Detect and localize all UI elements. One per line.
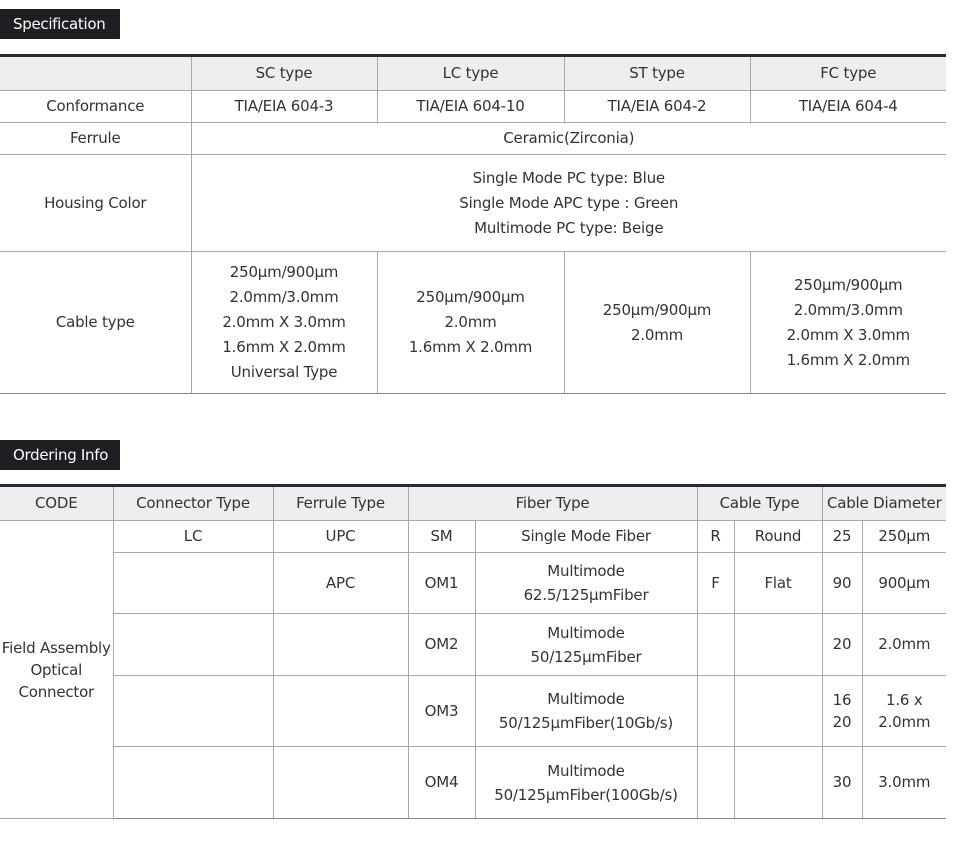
header-sc-type: SC type bbox=[191, 56, 377, 91]
ordering-info-table bbox=[0, 484, 946, 819]
connector-cell bbox=[113, 614, 273, 676]
cable-name-cell: Flat bbox=[734, 553, 822, 614]
conformance-lc: TIA/EIA 604-10 bbox=[377, 91, 564, 123]
ferrule-cell bbox=[273, 614, 408, 676]
header-cable-type: Cable Type bbox=[697, 486, 822, 521]
specification-table bbox=[0, 54, 946, 394]
diameter-value-cell: 3.0mm bbox=[862, 747, 946, 819]
diameter-value-cell: 2.0mm bbox=[862, 614, 946, 676]
cable-line: 2.0mm bbox=[444, 313, 497, 331]
conformance-fc: TIA/EIA 604-4 bbox=[750, 91, 946, 123]
fiber-line: 50/125μmFiber(100Gb/s) bbox=[494, 785, 678, 804]
fiber-code-cell: OM1 bbox=[408, 553, 475, 614]
housing-color-label: Housing Color bbox=[0, 155, 191, 252]
cable-line: 2.0mm X 3.0mm bbox=[222, 313, 346, 331]
cable-line: 2.0mm/3.0mm bbox=[229, 288, 339, 306]
code-line: Connector bbox=[18, 682, 95, 701]
housing-color-row bbox=[0, 155, 946, 252]
cable-line: 250μm/900μm bbox=[602, 300, 712, 319]
cable-line: 250μm/900μm bbox=[229, 263, 339, 281]
code-cell bbox=[0, 521, 113, 819]
cable-name-cell bbox=[734, 676, 822, 747]
conformance-sc: TIA/EIA 604-3 bbox=[191, 91, 377, 123]
header-ferrule-type: Ferrule Type bbox=[273, 486, 408, 521]
fiber-name-cell bbox=[475, 676, 697, 747]
cable-line: Universal Type bbox=[230, 363, 338, 381]
fiber-line: 62.5/125μmFiber bbox=[523, 586, 649, 604]
diameter-code-line: 16 bbox=[832, 691, 852, 709]
cable-type-st bbox=[564, 252, 750, 394]
table-row bbox=[0, 553, 946, 614]
code-line: Field Assembly bbox=[1, 638, 111, 657]
header-lc-type: LC type bbox=[377, 56, 564, 91]
cable-name-cell: Round bbox=[734, 521, 822, 553]
cable-line: 1.6mm X 2.0mm bbox=[222, 338, 346, 356]
diameter-value-cell: 250μm bbox=[862, 521, 946, 553]
conformance-st: TIA/EIA 604-2 bbox=[564, 91, 750, 123]
cable-code-cell bbox=[697, 614, 734, 676]
cable-line: 250μm/900μm bbox=[794, 275, 903, 294]
fiber-line: Multimode bbox=[547, 623, 625, 642]
diameter-code-line: 20 bbox=[832, 713, 852, 731]
housing-line: Multimode PC type: Beige bbox=[474, 218, 664, 237]
cable-line: 1.6mm X 2.0mm bbox=[786, 350, 910, 369]
diameter-value-line: 1.6 x bbox=[886, 691, 923, 709]
cable-type-lc bbox=[377, 252, 564, 394]
ferrule-cell bbox=[273, 676, 408, 747]
diameter-code-cell: 25 bbox=[822, 521, 862, 553]
diameter-code-cell: 20 bbox=[822, 614, 862, 676]
diameter-code-cell bbox=[822, 676, 862, 747]
ferrule-value: Ceramic(Zirconia) bbox=[191, 123, 946, 155]
cable-type-row bbox=[0, 252, 946, 394]
cable-line: 2.0mm/3.0mm bbox=[793, 300, 903, 319]
diameter-value-cell: 900μm bbox=[862, 553, 946, 614]
specification-section-title: Specification bbox=[0, 9, 120, 39]
conformance-label: Conformance bbox=[0, 91, 191, 123]
cable-type-fc bbox=[750, 252, 946, 394]
fiber-code-cell: OM2 bbox=[408, 614, 475, 676]
cable-code-cell: R bbox=[697, 521, 734, 553]
spec-header-row bbox=[0, 56, 946, 91]
ferrule-cell: UPC bbox=[273, 521, 408, 553]
table-row bbox=[0, 614, 946, 676]
fiber-code-cell: OM4 bbox=[408, 747, 475, 819]
fiber-name-cell bbox=[475, 553, 697, 614]
housing-color-values bbox=[191, 155, 946, 252]
header-connector-type: Connector Type bbox=[113, 486, 273, 521]
header-code: CODE bbox=[0, 486, 113, 521]
connector-cell bbox=[113, 676, 273, 747]
cable-name-cell bbox=[734, 614, 822, 676]
cable-code-cell bbox=[697, 676, 734, 747]
connector-cell bbox=[113, 747, 273, 819]
table-row bbox=[0, 676, 946, 747]
cable-type-sc bbox=[191, 252, 377, 394]
ferrule-label: Ferrule bbox=[0, 123, 191, 155]
cable-line: 2.0mm bbox=[630, 325, 684, 344]
ferrule-cell bbox=[273, 747, 408, 819]
housing-line: Single Mode APC type : Green bbox=[459, 193, 679, 212]
fiber-name-cell bbox=[475, 747, 697, 819]
ordering-info-section-title: Ordering Info bbox=[0, 440, 120, 470]
header-fiber-type: Fiber Type bbox=[408, 486, 697, 521]
diameter-value-cell bbox=[862, 676, 946, 747]
ferrule-cell: APC bbox=[273, 553, 408, 614]
header-fc-type: FC type bbox=[750, 56, 946, 91]
connector-cell: LC bbox=[113, 521, 273, 553]
diameter-code-cell: 30 bbox=[822, 747, 862, 819]
housing-line: Single Mode PC type: Blue bbox=[472, 168, 665, 187]
fiber-line: Multimode bbox=[547, 690, 625, 708]
header-cable-diameter: Cable Diameter bbox=[822, 486, 946, 521]
cable-line: 1.6mm X 2.0mm bbox=[408, 338, 533, 356]
cable-line: 250μm/900μm bbox=[416, 288, 525, 306]
conformance-row bbox=[0, 91, 946, 123]
code-line: Optical bbox=[30, 660, 83, 679]
cable-type-label: Cable type bbox=[0, 252, 191, 394]
header-st-type: ST type bbox=[564, 56, 750, 91]
fiber-code-cell: OM3 bbox=[408, 676, 475, 747]
fiber-code-cell: SM bbox=[408, 521, 475, 553]
cable-line: 2.0mm X 3.0mm bbox=[786, 325, 910, 344]
fiber-line: Multimode bbox=[547, 761, 625, 780]
table-row bbox=[0, 521, 946, 553]
ferrule-row bbox=[0, 123, 946, 155]
fiber-name-cell: Single Mode Fiber bbox=[475, 521, 697, 553]
connector-cell bbox=[113, 553, 273, 614]
cable-code-cell: F bbox=[697, 553, 734, 614]
diameter-value-line: 2.0mm bbox=[878, 713, 931, 731]
fiber-line: Multimode bbox=[547, 562, 625, 580]
diameter-code-cell: 90 bbox=[822, 553, 862, 614]
fiber-line: 50/125μmFiber bbox=[530, 647, 642, 666]
cable-name-cell bbox=[734, 747, 822, 819]
spec-corner-cell bbox=[0, 56, 191, 91]
table-row bbox=[0, 747, 946, 819]
fiber-line: 50/125μmFiber(10Gb/s) bbox=[498, 714, 674, 732]
ordering-header-row bbox=[0, 486, 946, 521]
fiber-name-cell bbox=[475, 614, 697, 676]
cable-code-cell bbox=[697, 747, 734, 819]
